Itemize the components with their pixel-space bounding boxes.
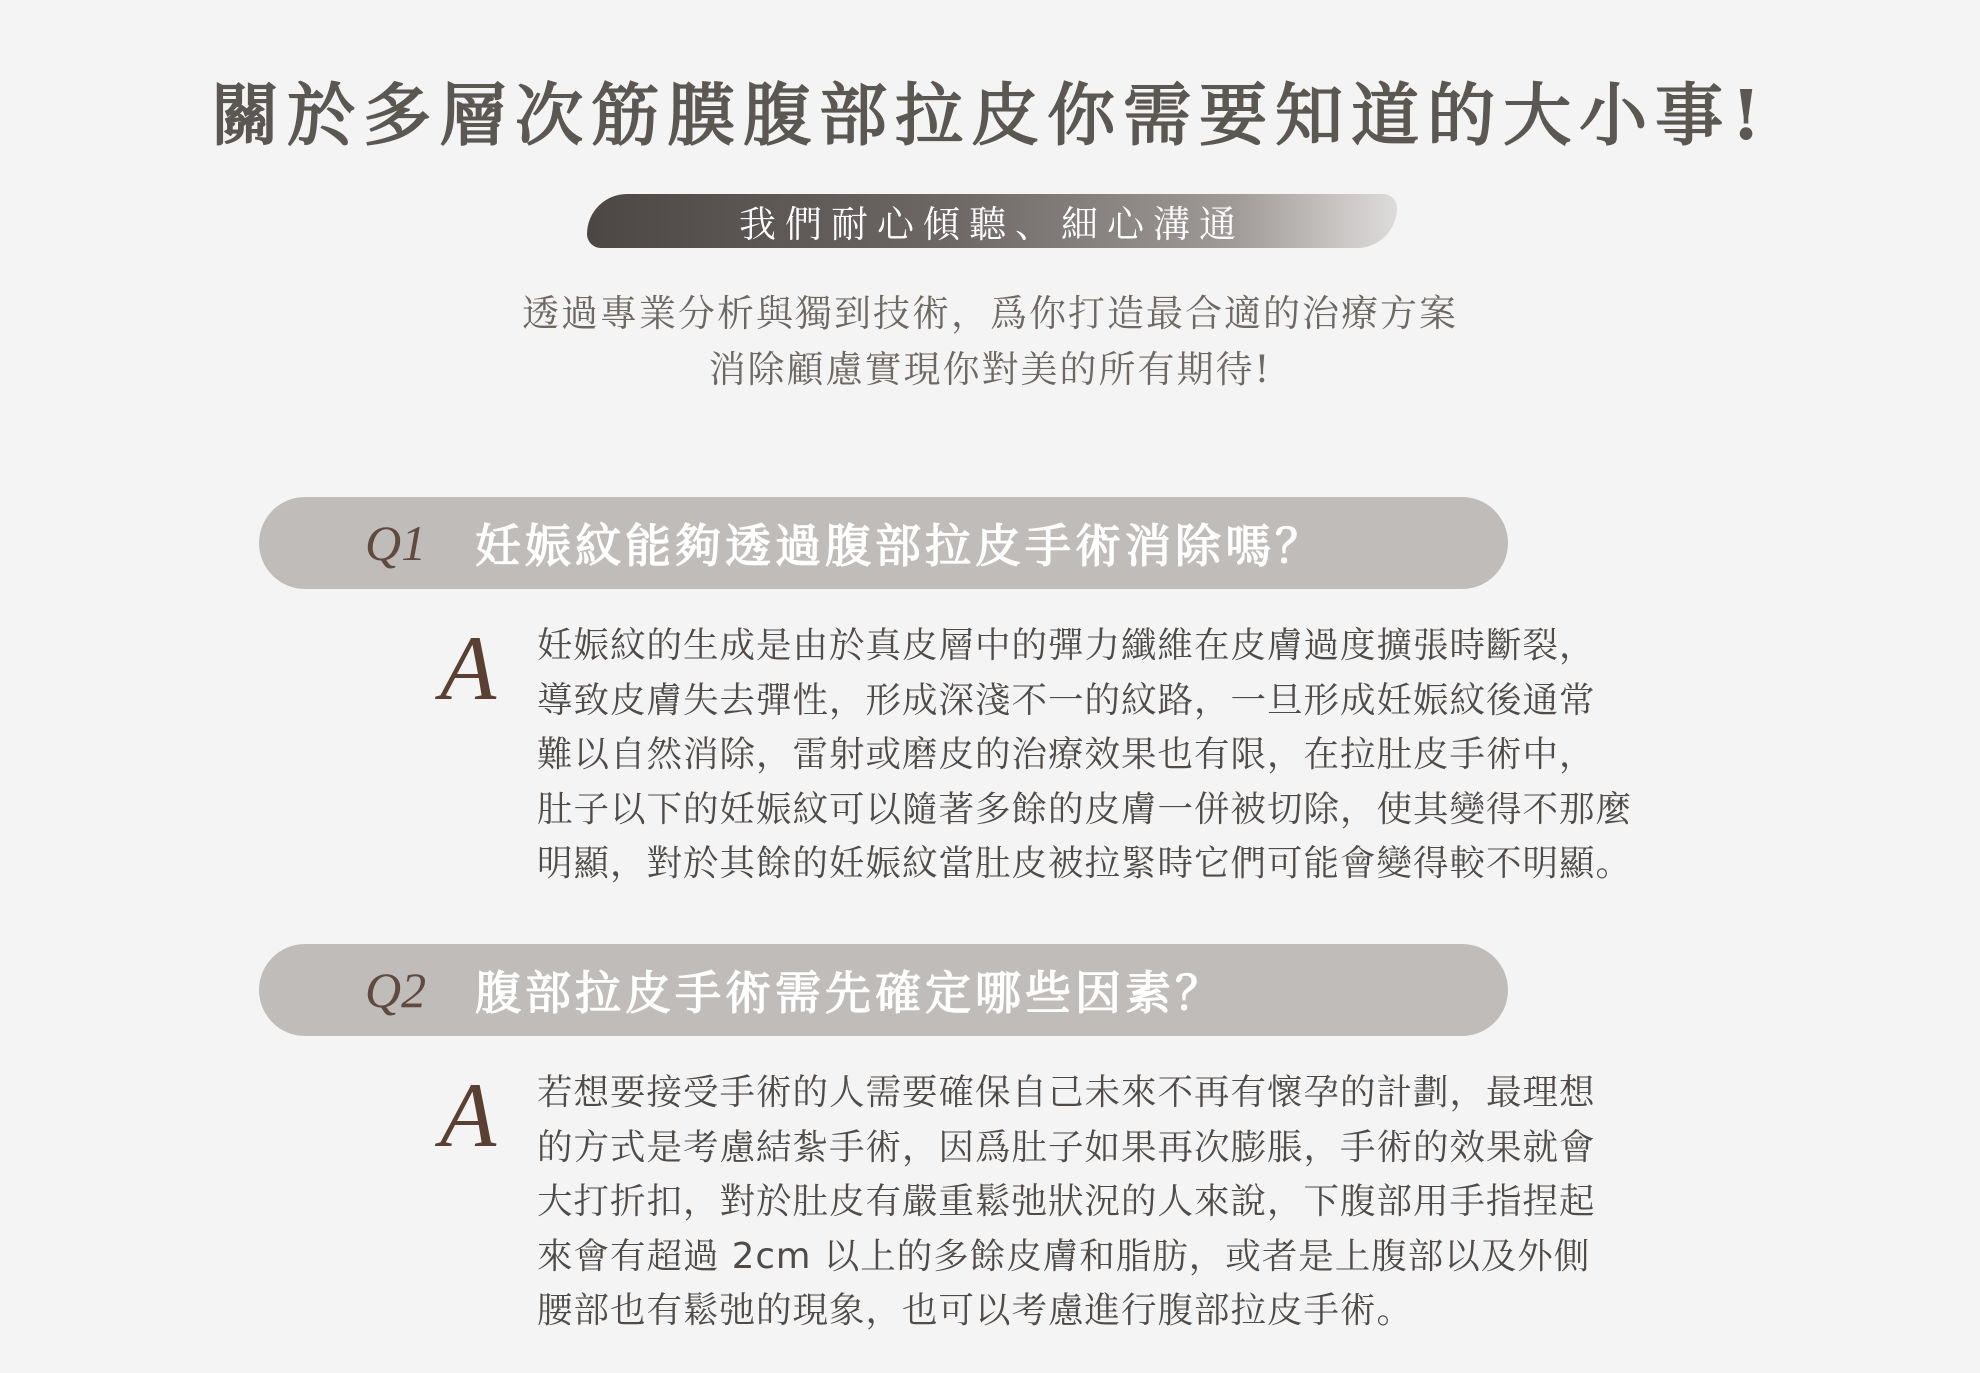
answer-text-q2	[537, 1066, 1727, 1339]
question-number: Q1	[365, 515, 427, 571]
page-title: 關於多層次筋膜腹部拉皮你需要知道的大小事!	[211, 76, 1769, 156]
question-pill-q1	[259, 497, 1508, 589]
question-text: 腹部拉皮手術需先確定哪些因素？	[475, 966, 1225, 1020]
answer-line: 大打折扣，對於肚皮有嚴重鬆弛狀況的人來說，下腹部用手指捏起	[537, 1181, 1596, 1222]
answer-line: 腰部也有鬆弛的現象，也可以考慮進行腹部拉皮手術。	[537, 1290, 1414, 1331]
intro-line: 透過專業分析與獨到技術，爲你打造最合適的治療方案	[522, 292, 1458, 335]
question-text: 妊娠紋能夠透過腹部拉皮手術消除嗎？	[475, 519, 1325, 573]
answer-line: 妊娠紋的生成是由於真皮層中的彈力纖維在皮膚過度擴張時斷裂，	[537, 625, 1596, 666]
answer-line: 若想要接受手術的人需要確保自己未來不再有懷孕的計劃，最理想	[537, 1072, 1596, 1113]
intro-line: 消除顧慮實現你對美的所有期待!	[708, 348, 1272, 391]
answer-line: 的方式是考慮結紮手術，因爲肚子如果再次膨脹，手術的效果就會	[537, 1126, 1596, 1168]
answer-text-q1	[537, 619, 1727, 892]
question-number: Q2	[365, 962, 427, 1018]
answer-line: 肚子以下的妊娠紋可以隨著多餘的皮膚一併被切除，使其變得不那麼	[537, 788, 1633, 830]
answer-line: 難以自然消除，雷射或磨皮的治療效果也有限，在拉肚皮手術中，	[537, 734, 1596, 775]
intro-text	[0, 286, 1980, 398]
subtitle-banner: 我們耐心傾聽、細心溝通	[587, 194, 1397, 248]
answer-marker: A	[440, 1064, 497, 1166]
answer-line: 導致皮膚失去彈性，形成深淺不一的紋路，一旦形成妊娠紋後通常	[537, 679, 1596, 721]
answer-marker: A	[440, 617, 497, 719]
answer-line: 來會有超過 2cm 以上的多餘皮膚和脂肪，或者是上腹部以及外側	[537, 1235, 1591, 1277]
answer-line: 明顯，對於其餘的妊娠紋當肚皮被拉緊時它們可能會變得較不明顯。	[537, 843, 1633, 884]
question-pill-q2	[259, 944, 1508, 1036]
